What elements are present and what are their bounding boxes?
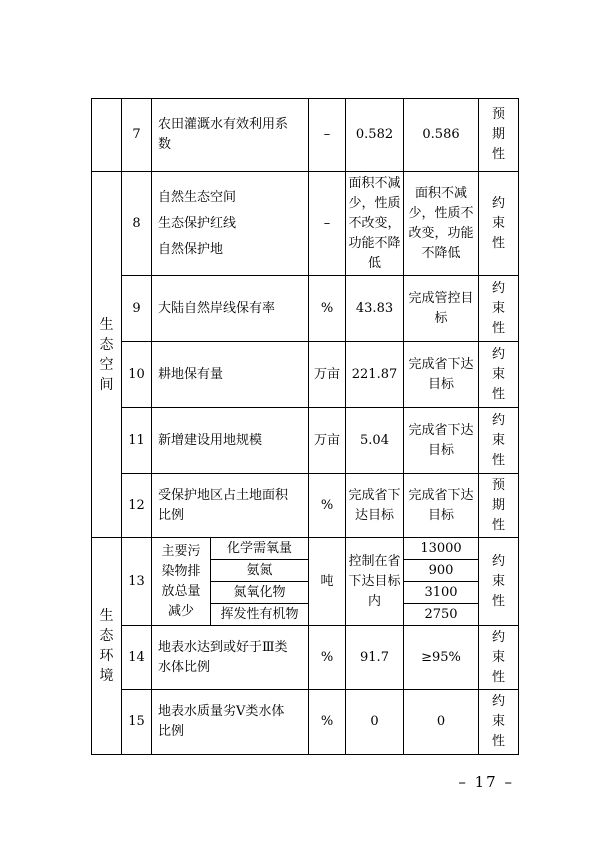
base-value: 控制在省下达目标内	[346, 538, 404, 626]
table-row	[92, 538, 519, 626]
indicator-name: 新增建设用地规模	[152, 408, 309, 474]
row-number: 11	[122, 408, 152, 474]
base-value: 0	[346, 690, 404, 755]
pollutant-item: 挥发性有机物	[220, 606, 299, 622]
target-item: 2750	[424, 606, 458, 622]
category-cell	[92, 99, 122, 172]
row-number: 10	[122, 342, 152, 408]
table-row	[92, 276, 519, 342]
target-value: 完成省下达目标	[404, 474, 479, 538]
attribute: 约 束 性	[479, 408, 519, 474]
base-value: 221.87	[346, 342, 404, 408]
indicator-table	[91, 98, 519, 755]
indicator-name: 农田灌溉水有效利用系 数	[152, 99, 309, 172]
pollutant-item: 化学需氧量	[211, 538, 308, 559]
base-value: 43.83	[346, 276, 404, 342]
unit: 吨	[309, 538, 346, 626]
target-value: ≥95%	[404, 626, 479, 690]
attribute: 约 束 性	[479, 172, 519, 276]
pollutant-label: 主要污 染物排 放总量 减少	[152, 538, 211, 625]
pollutant-item: 氮氧化物	[211, 581, 308, 603]
unit: 万亩	[309, 342, 346, 408]
target-item: 900	[404, 559, 478, 581]
row-number: 12	[122, 474, 152, 538]
unit: %	[309, 690, 346, 755]
pollutant-list	[211, 538, 308, 625]
indicator-name: 自然生态空间 生态保护红线 自然保护地	[152, 172, 309, 276]
attribute: 约 束 性	[479, 342, 519, 408]
base-value: 0.582	[346, 99, 404, 172]
page-number: – 17 –	[458, 773, 514, 791]
base-value: 91.7	[346, 626, 404, 690]
row-number: 14	[122, 626, 152, 690]
table-row	[92, 474, 519, 538]
category-env: 生 态 环 境	[92, 538, 122, 755]
table-row	[92, 626, 519, 690]
table-row	[92, 342, 519, 408]
target-value: 面积不减少，性质不改变，功能不降低	[404, 172, 479, 276]
indicator-name: 地表水达到或好于Ⅲ类 水体比例	[152, 626, 309, 690]
unit: %	[309, 276, 346, 342]
indicator-name: 地表水质量劣Ⅴ类水体 比例	[152, 690, 309, 755]
indicator-name	[152, 538, 309, 626]
table-row	[92, 172, 519, 276]
indicator-name: 大陆自然岸线保有率	[152, 276, 309, 342]
indicator-name: 耕地保有量	[152, 342, 309, 408]
target-item: 13000	[404, 538, 478, 559]
target-value: 0.586	[404, 99, 479, 172]
target-value: 0	[404, 690, 479, 755]
base-value: 完成省下达目标	[346, 474, 404, 538]
table-row	[92, 408, 519, 474]
row-number: 8	[122, 172, 152, 276]
unit: 万亩	[309, 408, 346, 474]
target-value: 完成省下达目标	[404, 342, 479, 408]
unit: %	[309, 626, 346, 690]
attribute: 约 束 性	[479, 690, 519, 755]
base-value: 5.04	[346, 408, 404, 474]
attribute: 约 束 性	[479, 538, 519, 626]
unit: –	[309, 99, 346, 172]
target-list	[404, 538, 478, 625]
row-number: 15	[122, 690, 152, 755]
category-space: 生 态 空 间	[92, 172, 122, 538]
target-value	[404, 538, 479, 626]
table-row	[92, 99, 519, 172]
base-value: 面积不减少，性质不改变，功能不降低	[346, 172, 404, 276]
pollutant-item: 氨氮	[211, 559, 308, 581]
attribute: 约 束 性	[479, 626, 519, 690]
attribute: 预 期 性	[479, 474, 519, 538]
attribute: 约 束 性	[479, 276, 519, 342]
unit: %	[309, 474, 346, 538]
target-item: 3100	[404, 581, 478, 603]
target-value: 完成管控目标	[404, 276, 479, 342]
row-number: 13	[122, 538, 152, 626]
row-number: 7	[122, 99, 152, 172]
indicator-name: 受保护地区占土地面积 比例	[152, 474, 309, 538]
target-value: 完成省下达目标	[404, 408, 479, 474]
table-row	[92, 690, 519, 755]
unit: –	[309, 172, 346, 276]
attribute: 预 期 性	[479, 99, 519, 172]
row-number: 9	[122, 276, 152, 342]
